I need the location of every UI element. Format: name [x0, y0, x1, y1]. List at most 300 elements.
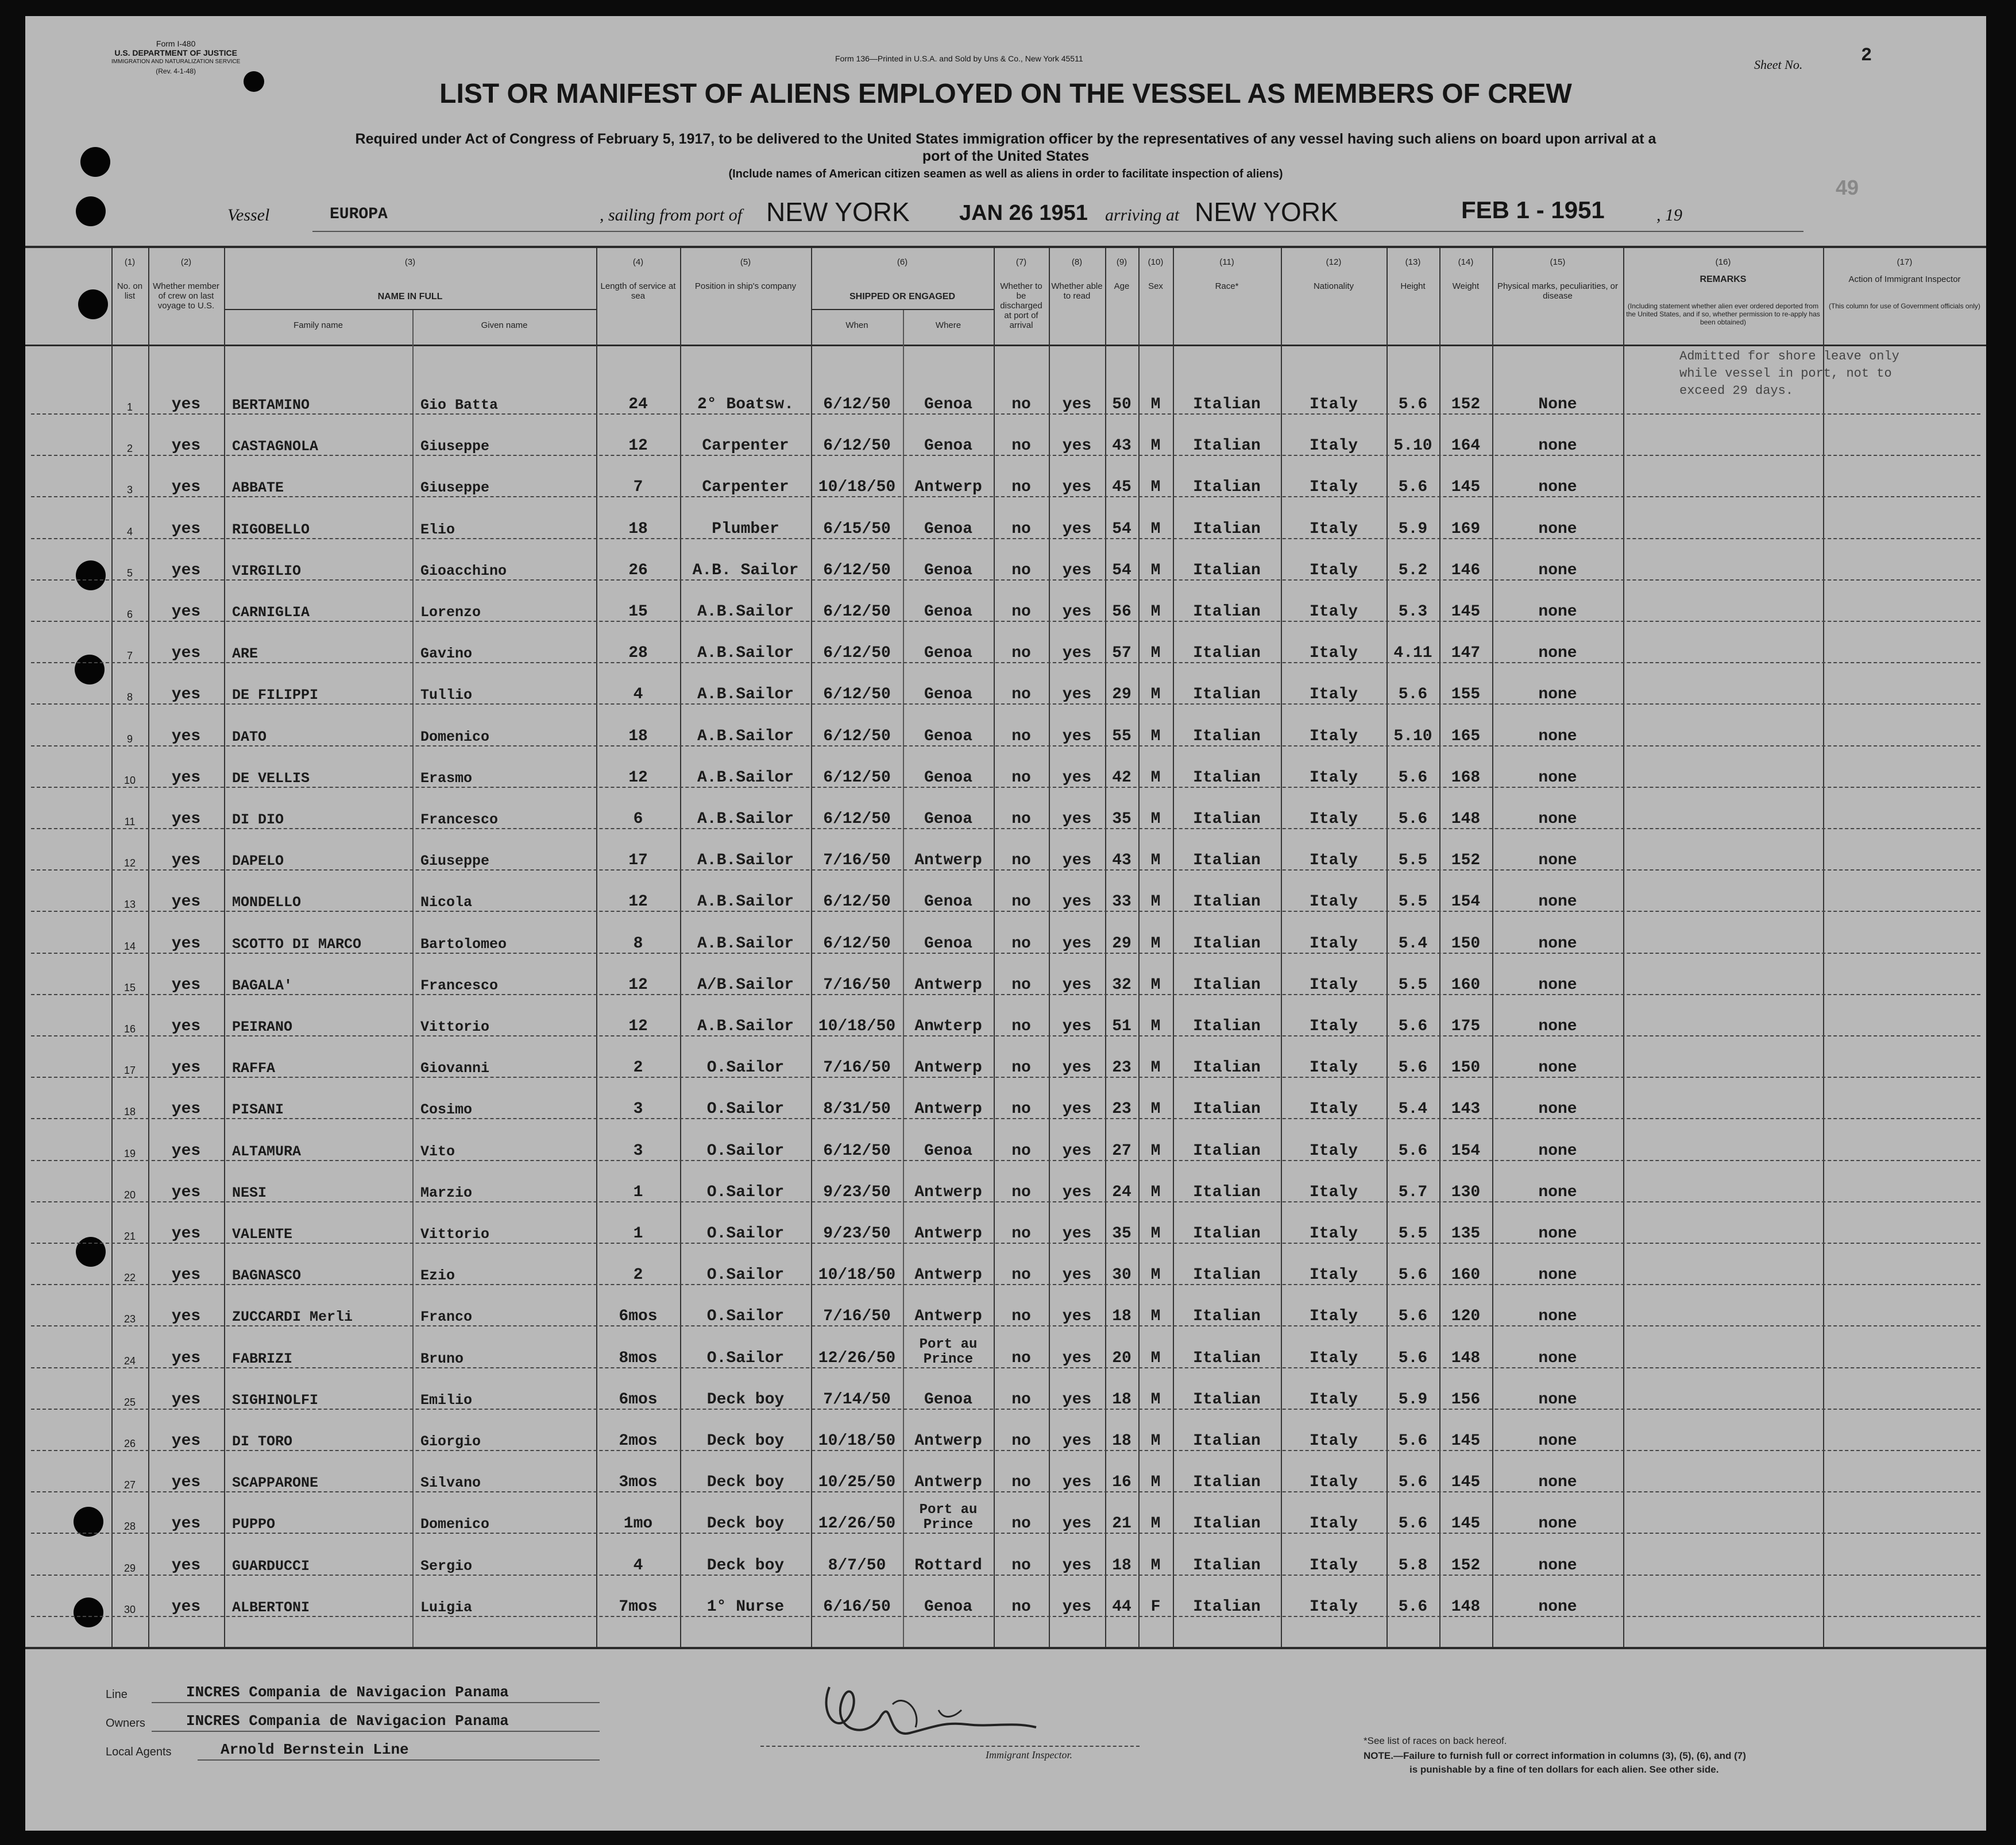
cell-marks: none	[1538, 1100, 1577, 1119]
cell-discharged: no	[1011, 478, 1031, 497]
cell-given: Vittorio	[420, 1226, 490, 1243]
cell-sex: M	[1150, 1059, 1161, 1077]
cell-where: Genoa	[924, 934, 972, 953]
cell-no: 19	[123, 1147, 136, 1159]
cell-service: 8mos	[619, 1349, 658, 1367]
subheader-where: Where	[935, 320, 961, 330]
cell-weight: 150	[1451, 1059, 1481, 1077]
cell-given: Silvano	[420, 1475, 481, 1492]
cell-read: yes	[1062, 1473, 1092, 1492]
cell-given: Bartolomeo	[420, 935, 507, 953]
cell-when: 10/18/50	[818, 1266, 896, 1285]
cell-height: 5.6	[1398, 1018, 1428, 1035]
cell-prev: yes	[171, 1100, 201, 1119]
table-row	[25, 833, 1986, 874]
cell-marks: none	[1538, 1432, 1577, 1450]
row-rule	[31, 621, 1980, 622]
cell-sex: M	[1150, 768, 1161, 787]
cell-family: ALBERTONI	[232, 1599, 310, 1616]
cell-when: 9/23/50	[823, 1225, 891, 1243]
table-row	[25, 667, 1986, 708]
cell-sex: M	[1150, 520, 1161, 538]
cell-race: Italian	[1193, 1515, 1261, 1533]
column-number: (17)	[1897, 257, 1913, 267]
cell-age: 54	[1112, 520, 1131, 538]
cell-weight: 152	[1451, 396, 1481, 413]
cell-when: 6/12/50	[823, 561, 891, 579]
cell-sex: M	[1150, 852, 1161, 870]
vessel-name: EUROPA	[330, 206, 388, 223]
header-bottom-border	[25, 345, 1986, 346]
cell-prev: yes	[171, 1390, 201, 1409]
cell-where: Antwerp	[914, 478, 982, 497]
cell-age: 18	[1112, 1432, 1131, 1450]
cell-family: ABBATE	[232, 479, 284, 497]
cell-age: 18	[1112, 1556, 1131, 1575]
cell-nationality: Italy	[1309, 1515, 1358, 1533]
cell-weight: 165	[1451, 727, 1481, 745]
cell-prev: yes	[171, 1183, 201, 1201]
table-row	[25, 625, 1986, 667]
cell-position: O.Sailor	[706, 1100, 785, 1119]
cell-discharged: no	[1011, 1515, 1031, 1533]
cell-height: 5.6	[1398, 1266, 1428, 1285]
cell-position: A.B.Sailor	[697, 644, 794, 663]
cell-prev: yes	[171, 1598, 201, 1616]
cell-service: 12	[628, 976, 648, 994]
cell-given: Cosimo	[420, 1101, 473, 1119]
cell-position: Deck boy	[706, 1432, 785, 1450]
cell-where: Genoa	[924, 396, 972, 413]
cell-service: 3	[633, 1100, 643, 1119]
cell-where: Genoa	[924, 686, 972, 704]
cell-age: 20	[1112, 1349, 1131, 1367]
cell-nationality: Italy	[1309, 852, 1358, 870]
cell-when: 7/16/50	[823, 976, 891, 994]
row-rule	[31, 745, 1980, 746]
cell-height: 5.10	[1393, 437, 1432, 455]
cell-discharged: no	[1011, 727, 1031, 745]
cell-family: DAPELO	[232, 853, 284, 870]
table-row	[25, 377, 1986, 418]
cell-nationality: Italy	[1309, 1100, 1358, 1119]
cell-weight: 145	[1451, 478, 1481, 497]
cell-prev: yes	[171, 810, 201, 828]
cell-given: Giovanni	[420, 1060, 490, 1077]
cell-marks: none	[1538, 934, 1577, 953]
arrival-date: FEB 1 - 1951	[1461, 196, 1605, 223]
cell-family: DE VELLIS	[232, 769, 310, 787]
cell-where: Antwerp	[914, 1473, 982, 1492]
row-rule	[31, 953, 1980, 954]
cell-position: O.Sailor	[706, 1059, 785, 1077]
cell-discharged: no	[1011, 1018, 1031, 1035]
cell-nationality: Italy	[1309, 1308, 1358, 1326]
cell-position: 2° Boatsw.	[697, 396, 794, 413]
cell-read: yes	[1062, 727, 1092, 745]
cell-no: 30	[123, 1603, 136, 1615]
form-id: Form I-480	[156, 39, 196, 48]
cell-no: 2	[126, 443, 133, 455]
cell-no: 29	[123, 1562, 136, 1574]
table-top-border	[25, 246, 1986, 248]
cell-service: 1mo	[623, 1515, 653, 1533]
column-label: Length of service at sea	[600, 281, 676, 301]
cell-position: Deck boy	[706, 1515, 785, 1533]
cell-position: Carpenter	[702, 478, 789, 497]
cell-age: 45	[1112, 478, 1131, 497]
cell-where: Genoa	[924, 1390, 972, 1409]
cell-race: Italian	[1193, 603, 1261, 621]
cell-where: Genoa	[924, 1142, 972, 1160]
cell-sex: M	[1150, 1515, 1161, 1533]
cell-marks: none	[1538, 1183, 1577, 1201]
cell-height: 5.6	[1398, 1142, 1428, 1160]
table-row	[25, 1289, 1986, 1330]
column-number: (11)	[1219, 257, 1234, 267]
cell-where: Genoa	[924, 727, 972, 745]
cell-service: 12	[628, 768, 648, 787]
cell-age: 42	[1112, 768, 1131, 787]
cell-prev: yes	[171, 1556, 201, 1575]
subtitle-line-3: (Include names of American citizen seamen as well as aliens in order to facilitate inspection of aliens)	[728, 168, 1283, 180]
cell-read: yes	[1062, 1556, 1092, 1575]
cell-age: 44	[1112, 1598, 1131, 1616]
table-row	[25, 1538, 1986, 1579]
cell-height: 5.5	[1398, 852, 1428, 870]
cell-no: 21	[123, 1231, 136, 1242]
cell-family: MONDELLO	[232, 894, 302, 911]
cell-read: yes	[1062, 1183, 1092, 1201]
row-rule	[31, 703, 1980, 705]
cell-given: Giuseppe	[420, 438, 490, 455]
cell-discharged: no	[1011, 934, 1031, 953]
row-rule	[31, 994, 1980, 995]
cell-discharged: no	[1011, 644, 1031, 663]
column-label: SHIPPED OR ENGAGED	[849, 292, 956, 301]
cell-sex: M	[1150, 644, 1161, 663]
cell-nationality: Italy	[1309, 437, 1358, 455]
cell-when: 6/12/50	[823, 1142, 891, 1160]
cell-marks: none	[1538, 1515, 1577, 1533]
cell-when: 10/18/50	[818, 1432, 896, 1450]
cell-family: NESI	[232, 1184, 267, 1201]
cell-weight: 148	[1451, 1349, 1481, 1367]
cell-weight: 135	[1451, 1225, 1481, 1243]
table-row	[25, 1579, 1986, 1620]
cell-read: yes	[1062, 893, 1092, 911]
cell-sex: M	[1150, 976, 1161, 994]
table-row	[25, 1165, 1986, 1206]
year-label: , 19	[1656, 206, 1682, 225]
cell-nationality: Italy	[1309, 1390, 1358, 1409]
cell-no: 27	[123, 1479, 136, 1491]
cell-no: 14	[123, 940, 136, 952]
table-row	[25, 874, 1986, 915]
cell-service: 24	[628, 396, 648, 413]
cell-family: ALTAMURA	[232, 1143, 302, 1160]
cell-race: Italian	[1193, 1308, 1261, 1326]
cell-marks: none	[1538, 1473, 1577, 1492]
cell-marks: none	[1538, 1556, 1577, 1575]
cell-read: yes	[1062, 1059, 1092, 1077]
vessel-label: Vessel	[227, 206, 270, 225]
printer-line: Form 136—Printed in U.S.A. and Sold by Uns & Co., New York 45511	[835, 54, 1083, 63]
column-number: (12)	[1326, 257, 1342, 267]
cell-position: O.Sailor	[706, 1266, 785, 1285]
cell-weight: 168	[1451, 768, 1481, 787]
cell-sex: M	[1150, 934, 1161, 953]
cell-when: 6/12/50	[823, 644, 891, 663]
cell-race: Italian	[1193, 976, 1261, 994]
cell-no: 25	[123, 1396, 136, 1408]
cell-where: Genoa	[924, 644, 972, 663]
cell-sex: M	[1150, 686, 1161, 704]
cell-weight: 148	[1451, 1598, 1481, 1616]
row-rule	[31, 1409, 1980, 1410]
cell-no: 20	[123, 1189, 136, 1201]
cell-weight: 156	[1451, 1390, 1481, 1409]
row-rule	[31, 413, 1980, 415]
cell-age: 57	[1112, 644, 1131, 663]
cell-height: 4.11	[1393, 644, 1432, 663]
cell-nationality: Italy	[1309, 1556, 1358, 1575]
cell-service: 26	[628, 561, 648, 579]
cell-weight: 120	[1451, 1308, 1481, 1326]
cell-read: yes	[1062, 644, 1092, 663]
cell-prev: yes	[171, 976, 201, 994]
cell-read: yes	[1062, 396, 1092, 413]
cell-when: 9/23/50	[823, 1183, 891, 1201]
row-rule	[31, 1616, 1980, 1617]
cell-service: 6mos	[619, 1390, 658, 1409]
cell-when: 6/15/50	[823, 520, 891, 538]
cell-no: 28	[123, 1521, 136, 1533]
cell-discharged: no	[1011, 976, 1031, 994]
cell-position: O.Sailor	[706, 1225, 785, 1243]
cell-weight: 154	[1451, 1142, 1481, 1160]
cell-sex: M	[1150, 727, 1161, 745]
from-port: NEW YORK	[766, 197, 910, 227]
cell-discharged: no	[1011, 1225, 1031, 1243]
cell-race: Italian	[1193, 1225, 1261, 1243]
cell-race: Italian	[1193, 478, 1261, 497]
cell-sex: M	[1150, 1142, 1161, 1160]
cell-prev: yes	[171, 1059, 201, 1077]
cell-age: 27	[1112, 1142, 1131, 1160]
cell-weight: 154	[1451, 893, 1481, 911]
shipped-subheader-divider	[811, 309, 994, 310]
cell-nationality: Italy	[1309, 1142, 1358, 1160]
cell-no: 3	[126, 484, 133, 496]
service: IMMIGRATION AND NATURALIZATION SERVICE	[111, 59, 241, 65]
cell-given: Nicola	[420, 894, 473, 911]
cell-age: 21	[1112, 1515, 1131, 1533]
revision: (Rev. 4-1-48)	[156, 67, 196, 75]
vessel-underline	[312, 231, 1803, 232]
cell-race: Italian	[1193, 934, 1261, 953]
row-rule	[31, 1035, 1980, 1036]
cell-height: 5.5	[1398, 976, 1428, 994]
cell-service: 12	[628, 1018, 648, 1035]
cell-height: 5.6	[1398, 396, 1428, 413]
cell-weight: 175	[1451, 1018, 1481, 1035]
table-row	[25, 418, 1986, 459]
cell-read: yes	[1062, 1598, 1092, 1616]
owners-underline	[152, 1731, 600, 1732]
cell-service: 7mos	[619, 1598, 658, 1616]
cell-read: yes	[1062, 1308, 1092, 1326]
column-number: (15)	[1550, 257, 1566, 267]
cell-service: 18	[628, 520, 648, 538]
cell-read: yes	[1062, 686, 1092, 704]
cell-sex: M	[1150, 1556, 1161, 1575]
cell-discharged: no	[1011, 1059, 1031, 1077]
cell-sex: M	[1150, 561, 1161, 579]
table-row	[25, 1413, 1986, 1455]
remarks-stamp-line: Admitted for shore leave only	[1679, 349, 1899, 363]
cell-marks: none	[1538, 1018, 1577, 1035]
column-label: Sex	[1148, 281, 1163, 291]
cell-age: 32	[1112, 976, 1131, 994]
column-number: (14)	[1458, 257, 1474, 267]
cell-family: PISANI	[232, 1101, 284, 1119]
cell-discharged: no	[1011, 768, 1031, 787]
cell-service: 18	[628, 727, 648, 745]
cell-race: Italian	[1193, 1390, 1261, 1409]
cell-family: BAGNASCO	[232, 1267, 302, 1285]
cell-read: yes	[1062, 852, 1092, 870]
column-label: Whether able to read	[1051, 281, 1103, 301]
cell-when: 10/18/50	[818, 478, 896, 497]
cell-no: 9	[126, 733, 133, 745]
cell-when: 7/16/50	[823, 1308, 891, 1326]
cell-height: 5.2	[1398, 561, 1428, 579]
cell-family: CASTAGNOLA	[232, 438, 319, 455]
remarks-stamp-line: exceed 29 days.	[1679, 384, 1794, 398]
row-rule	[31, 1325, 1980, 1326]
cell-service: 8	[633, 934, 643, 953]
cell-when: 6/12/50	[823, 893, 891, 911]
cell-where: Anwterp	[914, 1018, 982, 1035]
cell-where: Genoa	[924, 810, 972, 828]
cell-given: Franco	[420, 1309, 473, 1326]
cell-read: yes	[1062, 1515, 1092, 1533]
cell-no: 12	[123, 857, 136, 869]
cell-where: Genoa	[924, 561, 972, 579]
cell-service: 1	[633, 1183, 643, 1201]
cell-prev: yes	[171, 934, 201, 953]
cell-discharged: no	[1011, 852, 1031, 870]
cell-age: 16	[1112, 1473, 1131, 1492]
cell-no: 24	[123, 1355, 136, 1367]
cell-family: ARE	[232, 645, 258, 663]
cell-height: 5.6	[1398, 810, 1428, 828]
cell-read: yes	[1062, 520, 1092, 538]
cell-race: Italian	[1193, 1598, 1261, 1616]
cell-family: CARNIGLIA	[232, 604, 310, 621]
cell-discharged: no	[1011, 1308, 1031, 1326]
cell-position: O.Sailor	[706, 1308, 785, 1326]
cell-age: 56	[1112, 603, 1131, 621]
cell-discharged: no	[1011, 561, 1031, 579]
cell-prev: yes	[171, 437, 201, 455]
cell-prev: yes	[171, 1349, 201, 1367]
cell-age: 29	[1112, 686, 1131, 704]
cell-prev: yes	[171, 478, 201, 497]
cell-family: VALENTE	[232, 1226, 293, 1243]
row-rule	[31, 1367, 1980, 1368]
table-row	[25, 543, 1986, 584]
owners-value: INCRES Compania de Navigacion Panama	[186, 1712, 509, 1730]
cell-marks: none	[1538, 1598, 1577, 1616]
subtitle-line-1: Required under Act of Congress of February 5, 1917, to be delivered to the United States immigration officer by the representatives of any vessel having such aliens on board upon arrival at a	[355, 131, 1656, 147]
cell-read: yes	[1062, 1225, 1092, 1243]
cell-race: Italian	[1193, 893, 1261, 911]
cell-family: VIRGILIO	[232, 562, 302, 579]
cell-marks: none	[1538, 852, 1577, 870]
cell-weight: 146	[1451, 561, 1481, 579]
row-rule	[31, 538, 1980, 539]
subheader-given-name: Given name	[481, 320, 528, 330]
cell-discharged: no	[1011, 396, 1031, 413]
cell-age: 35	[1112, 810, 1131, 828]
cell-given: Vito	[420, 1143, 455, 1160]
cell-no: 10	[123, 774, 136, 786]
cell-prev: yes	[171, 396, 201, 413]
cell-service: 17	[628, 852, 648, 870]
cell-no: 5	[126, 567, 133, 579]
cell-sex: F	[1150, 1598, 1161, 1616]
cell-read: yes	[1062, 1390, 1092, 1409]
cell-where: Antwerp	[914, 1059, 982, 1077]
sailing-label: , sailing from port of	[600, 206, 743, 225]
cell-sex: M	[1150, 1473, 1161, 1492]
cell-read: yes	[1062, 976, 1092, 994]
cell-race: Italian	[1193, 437, 1261, 455]
cell-read: yes	[1062, 437, 1092, 455]
punch-hole	[76, 196, 106, 226]
cell-height: 5.6	[1398, 1308, 1428, 1326]
cell-nationality: Italy	[1309, 561, 1358, 579]
line-underline	[152, 1702, 600, 1703]
column-number: (2)	[180, 257, 192, 267]
cell-discharged: no	[1011, 1266, 1031, 1285]
cell-prev: yes	[171, 852, 201, 870]
cell-no: 4	[126, 525, 133, 537]
cell-weight: 145	[1451, 1432, 1481, 1450]
column-number: (1)	[124, 257, 136, 267]
cell-where: Antwerp	[914, 1432, 982, 1450]
row-rule	[31, 1491, 1980, 1492]
row-rule	[31, 579, 1980, 581]
cell-race: Italian	[1193, 1142, 1261, 1160]
cell-height: 5.6	[1398, 686, 1428, 704]
row-rule	[31, 869, 1980, 871]
cell-discharged: no	[1011, 1349, 1031, 1367]
cell-read: yes	[1062, 561, 1092, 579]
cell-height: 5.9	[1398, 1390, 1428, 1409]
cell-race: Italian	[1193, 1183, 1261, 1201]
cell-height: 5.10	[1393, 727, 1432, 745]
inspector-label: Immigrant Inspector.	[986, 1749, 1072, 1761]
column-number: (5)	[740, 257, 751, 267]
cell-given: Erasmo	[420, 769, 473, 787]
cell-read: yes	[1062, 934, 1092, 953]
cell-race: Italian	[1193, 727, 1261, 745]
cell-position: Deck boy	[706, 1556, 785, 1575]
cell-where: Antwerp	[914, 976, 982, 994]
